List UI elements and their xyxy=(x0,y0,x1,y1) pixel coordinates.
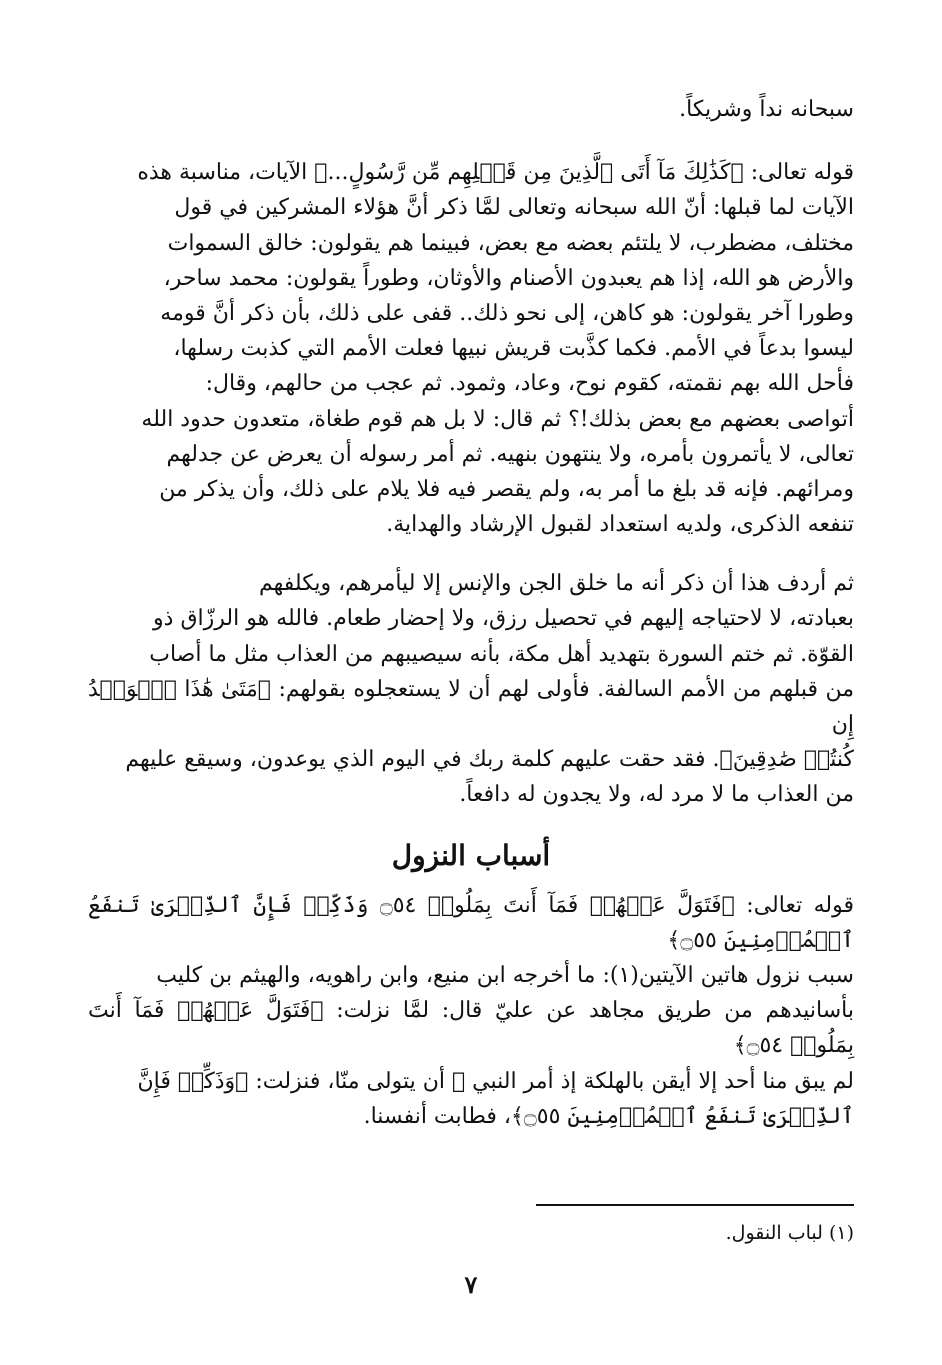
footnote-divider xyxy=(536,1204,854,1206)
section-heading: أسباب النزول xyxy=(391,838,551,872)
text-line: لم يبق منا أحد إلا أيقن بالهلكة إذ أمر النبي ﷺ أن يتولى منّا، فنزلت: ﴿وَذَكِّرۡ فَإِنَّ xyxy=(137,1068,854,1094)
text-line: من قبلهم من الأمم السالفة. فأولى لهم أن لا يستعجلوه بقولهم: ﴿مَتَىٰ هَٰذَا ٱلۡوَعۡدُ إِن xyxy=(88,676,854,737)
text-line: ومرائهم. فإنه قد بلغ ما أمر به، ولم يقصر فيه فلا يلام على ذلك، وأن يذكر من xyxy=(159,476,854,502)
text-line: كُنتُمۡ صَٰدِقِينَ﴾. فقد حقت عليهم كلمة ربك في اليوم الذي يوعدون، وسيقع عليهم xyxy=(125,747,854,773)
paragraph-opening xyxy=(88,92,854,127)
text-line: الآيات لما قبلها: أنّ الله سبحانه وتعالى لمَّا ذكر أنَّ هؤلاء المشركين في قول xyxy=(174,195,854,221)
book-page xyxy=(88,92,854,1325)
text-line: قوله تعالى: ﴿كَذَٰلِكَ مَآ أَتَى ٱلَّذِينَ مِن قَبۡلِهِم مِّن رَّسُولٍ...﴾ الآيات، مناسبة هذه xyxy=(137,160,854,186)
paragraph-revelation-reason xyxy=(88,888,854,1134)
text-line: ثم أردف هذا أن ذكر أنه ما خلق الجن والإنس إلا ليأمرهم، ويكلفهم xyxy=(259,571,854,597)
text-line: والأرض هو الله، إذا هم يعبدون الأصنام والأوثان، وطوراً يقولون: محمد ساحر، xyxy=(163,265,854,291)
text-line: قوله تعالى: ﴿فَتَوَلَّ عَنۡهُمۡ فَمَآ أَنتَ بِمَلُومٖ ۝٥٤ وَذَكِّرۡ فَإِنَّ ٱلذِّكۡرَىٰ تَنفَعُ ٱلۡمُؤۡمِنِينَ ۝٥٥﴾ xyxy=(88,892,854,953)
text-line: سبب نزول هاتين الآيتين(١): ما أخرجه ابن منيع، وابن راهويه، والهيثم بن كليب xyxy=(156,962,854,988)
paragraph-context xyxy=(88,155,854,542)
text-line: ٱلذِّكۡرَىٰ تَنفَعُ ٱلۡمُؤۡمِنِينَ ۝٥٥﴾، فطابت أنفسنا. xyxy=(363,1103,854,1129)
footnote: (١) لباب النقول. xyxy=(725,1222,854,1244)
text-line: تعالى، لا يأتمرون بأمره، ولا ينتهون بنهيه. ثم أمر رسوله أن يعرض عن جدلهم xyxy=(166,441,854,467)
text-line: تنفعه الذكرى، ولديه استعداد لقبول الإرشاد والهداية. xyxy=(386,512,854,538)
text-line: ليسوا بدعاً في الأمم. فكما كذَّبت قريش نبيها فعلت الأمم التي كذبت رسلها، xyxy=(173,336,854,362)
text-line: وطورا آخر يقولون: هو كاهن، إلى نحو ذلك.. قفى على ذلك، بأن ذكر أنَّ قومه xyxy=(160,300,854,326)
text-line: مختلف، مضطرب، لا يلتئم بعضه مع بعض، فبينما هم يقولون: خالق السموات xyxy=(167,230,854,256)
text-line: بعبادته، لا لاحتياجه إليهم في تحصيل رزق، ولا إحضار طعام. فالله هو الرزّاق ذو xyxy=(153,606,854,632)
text-line: أتواصى بعضهم مع بعض بذلك!؟ ثم قال: لا بل هم قوم طغاة، متعدون حدود الله xyxy=(141,406,854,432)
text-line: من العذاب ما لا مرد له، ولا يجدون له دافعاً. xyxy=(459,782,854,808)
text-line: بأسانيدهم من طريق مجاهد عن عليّ قال: لمَّا نزلت: ﴿فَتَوَلَّ عَنۡهُمۡ فَمَآ أَنتَ بِمَلُومٖ ۝٥٤﴾ xyxy=(88,998,854,1059)
text-line: فأحل الله بهم نقمته، كقوم نوح، وعاد، وثمود. ثم عجب من حالهم، وقال: xyxy=(205,371,854,397)
page-number: ٧ xyxy=(464,1270,478,1299)
paragraph-conclusion xyxy=(88,566,854,812)
text-line: القوّة. ثم ختم السورة بتهديد أهل مكة، بأنه سيصيبهم من العذاب مثل ما أصاب xyxy=(149,641,854,667)
text-line: سبحانه نداً وشريكاً. xyxy=(679,97,854,122)
